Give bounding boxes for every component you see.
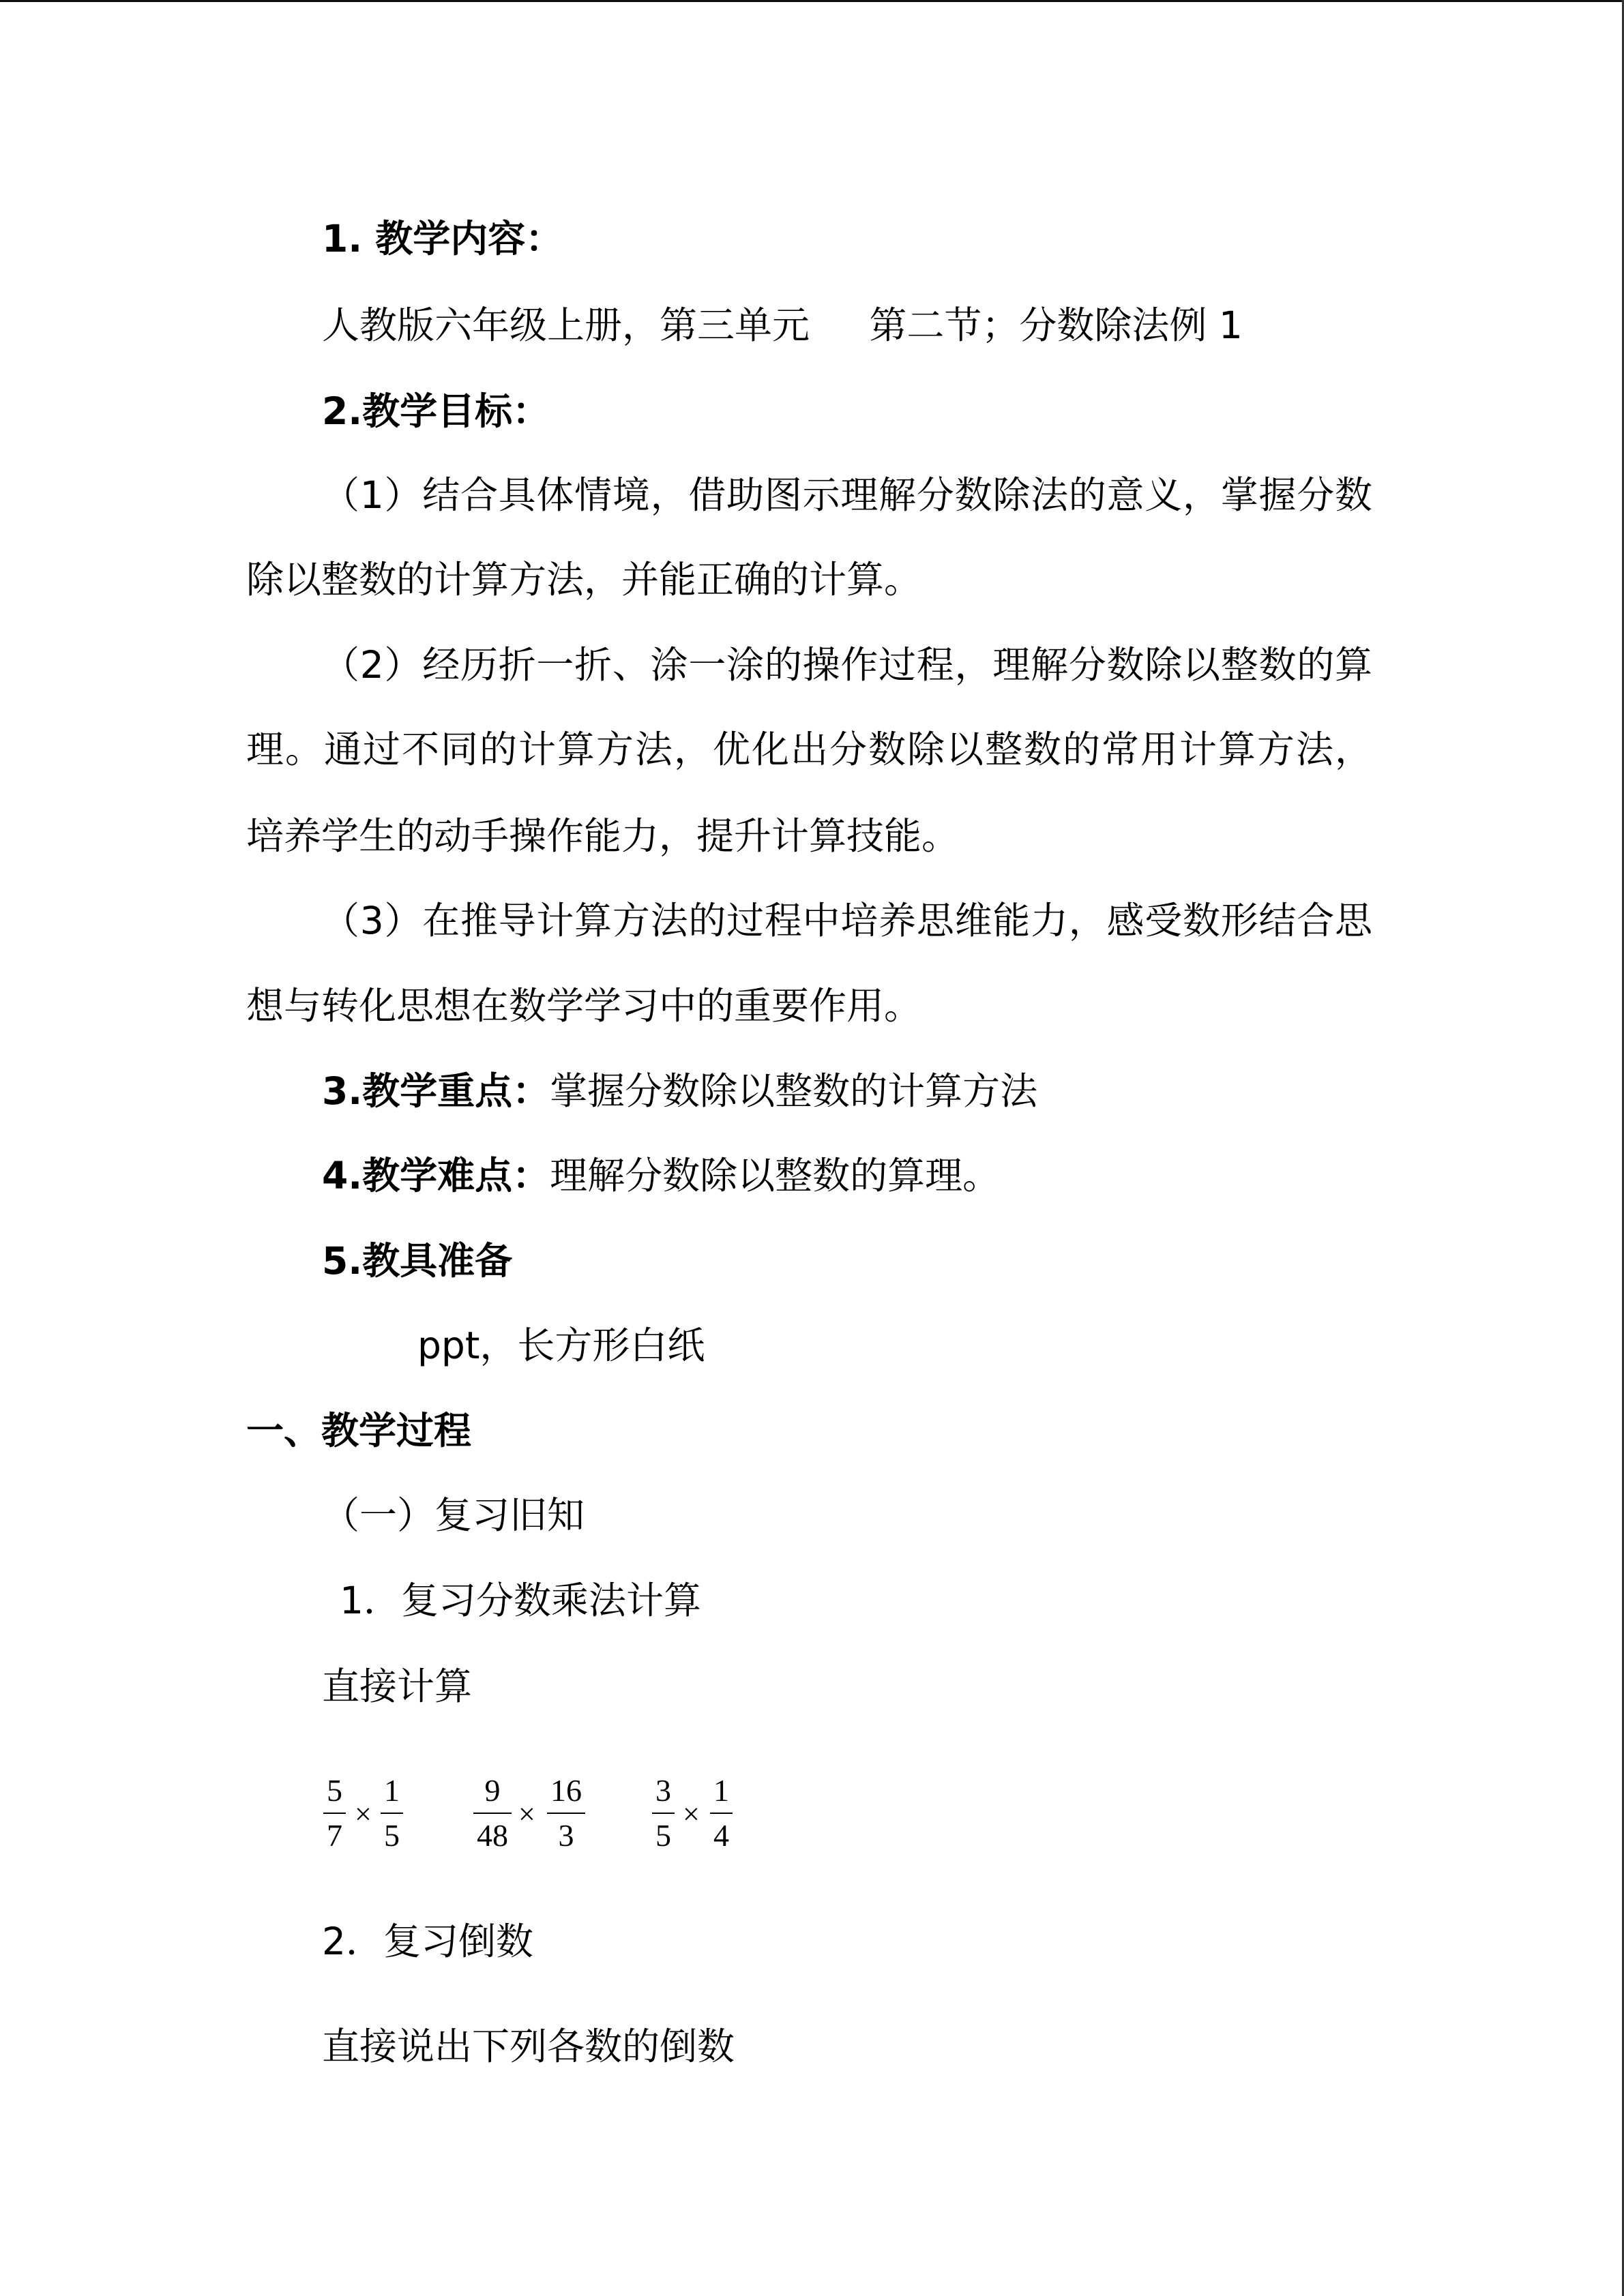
section-4-label: 4.教学难点：: [322, 1154, 550, 1197]
denominator: 4: [713, 1818, 729, 1853]
fraction-bar: [473, 1813, 512, 1814]
goal-3-line-1: （3）在推导计算方法的过程中培养思维能力，感受数形结合思: [322, 899, 1372, 942]
goal-2-line-1: （2）经历折一折、涂一涂的操作过程，理解分数除以整数的算: [322, 643, 1372, 687]
section-4-line: [322, 1148, 1000, 1203]
numerator: 1: [384, 1773, 400, 1808]
denominator: 5: [384, 1818, 400, 1853]
section-4-text: 理解分数除以整数的算理。: [550, 1154, 1001, 1197]
section-2-heading: 2.教学目标：: [322, 389, 550, 433]
goal-2-line-3: 培养学生的动手操作能力，提升计算技能。: [246, 814, 960, 858]
numerator: 1: [713, 1773, 729, 1808]
denominator: 5: [655, 1818, 671, 1853]
review-1-instruction: 直接计算: [322, 1665, 473, 1708]
denominator: 7: [327, 1818, 342, 1853]
fraction-expr-2-right: [547, 1773, 585, 1853]
section-3-text: 掌握分数除以整数的计算方法: [550, 1069, 1038, 1113]
goal-1-line-2: 除以整数的计算方法，并能正确的计算。: [246, 558, 922, 601]
denominator: 48: [477, 1818, 508, 1853]
fraction-bar: [381, 1813, 403, 1814]
fraction-bar: [710, 1813, 733, 1814]
review-1-title: 1．复习分数乘法计算: [340, 1579, 701, 1622]
page-top-border: [0, 0, 1624, 2]
section-3-line: [322, 1064, 1037, 1118]
section-1-text: 人教版六年级上册，第三单元 第二节；分数除法例 1: [322, 303, 1243, 347]
review-2-title: 2．复习倒数: [322, 1920, 533, 1963]
part-1-heading: （一）复习旧知: [322, 1493, 585, 1537]
multiply-sign-expr-3: ×: [683, 1798, 700, 1831]
fraction-bar: [547, 1813, 585, 1814]
goal-1-line-1: （1）结合具体情境，借助图示理解分数除法的意义，掌握分数: [322, 473, 1372, 517]
fraction-expr-3-right: [710, 1773, 733, 1853]
fraction-expr-1-right: [381, 1773, 403, 1853]
denominator: 3: [558, 1818, 574, 1853]
section-5-text: ppt，长方形白纸: [417, 1324, 705, 1367]
numerator: 9: [484, 1773, 501, 1808]
section-5-heading: 5.教具准备: [322, 1239, 513, 1283]
fraction-expr-1-left: [323, 1773, 346, 1853]
fraction-expr-2-left: [473, 1773, 512, 1853]
numerator: 5: [327, 1773, 342, 1808]
section-1-heading: 1. 教学内容：: [322, 217, 563, 260]
fraction-bar: [652, 1813, 675, 1814]
fraction-bar: [323, 1813, 346, 1814]
goal-2-line-2: 理。通过不同的计算方法，优化出分数除以整数的常用计算方法，: [246, 728, 1372, 771]
process-heading: 一、教学过程: [246, 1409, 472, 1452]
multiply-sign-expr-1: ×: [355, 1798, 372, 1831]
review-2-instruction: 直接说出下列各数的倒数: [322, 2025, 735, 2068]
section-3-label: 3.教学重点：: [322, 1069, 550, 1113]
multiply-sign-expr-2: ×: [518, 1798, 535, 1831]
numerator: 3: [655, 1773, 671, 1808]
numerator: 16: [550, 1773, 582, 1808]
goal-3-line-2: 想与转化思想在数学学习中的重要作用。: [246, 984, 922, 1028]
fraction-expr-3-left: [652, 1773, 675, 1853]
